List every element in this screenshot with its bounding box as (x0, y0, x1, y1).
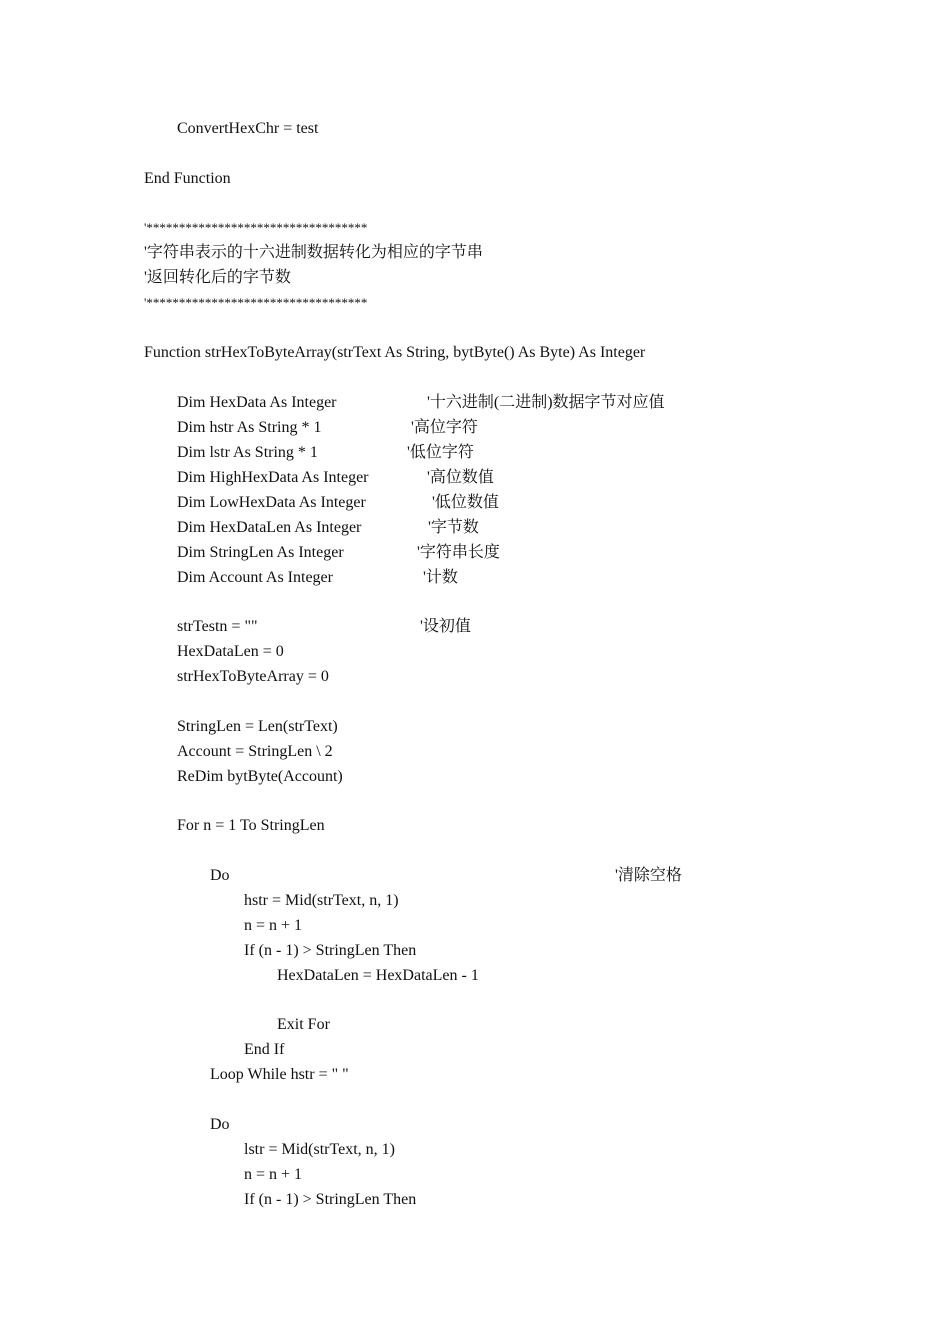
code-line: Dim hstr As String * 1 (177, 419, 322, 436)
code-line: hstr = Mid(strText, n, 1) (244, 892, 399, 909)
code-line: Dim StringLen As Integer (177, 544, 344, 561)
code-line: For n = 1 To StringLen (177, 817, 325, 834)
code-line: ConvertHexChr = test (177, 120, 319, 137)
code-line: Account = StringLen \ 2 (177, 743, 333, 760)
comment-separator: '********************************** (144, 220, 368, 235)
code-line: StringLen = Len(strText) (177, 718, 338, 735)
code-line: Do (210, 1116, 230, 1133)
code-line: n = n + 1 (244, 917, 303, 934)
inline-comment: '低位数值 (432, 494, 499, 511)
inline-comment: '低位字符 (407, 444, 474, 461)
code-line: Do (210, 867, 230, 884)
inline-comment: '字节数 (428, 519, 479, 536)
code-line: HexDataLen = 0 (177, 643, 284, 660)
inline-comment: '高位数值 (427, 469, 494, 486)
code-line: If (n - 1) > StringLen Then (244, 942, 417, 959)
code-line: Dim HexDataLen As Integer (177, 519, 362, 536)
inline-comment: '高位字符 (411, 419, 478, 436)
inline-comment: '设初值 (420, 618, 471, 635)
code-line: End If (244, 1041, 285, 1058)
code-line: Dim HexData As Integer (177, 394, 337, 411)
comment-separator: '********************************** (144, 295, 368, 310)
inline-comment: '字符串长度 (417, 544, 500, 561)
code-line: Dim lstr As String * 1 (177, 444, 318, 461)
code-line: n = n + 1 (244, 1166, 303, 1183)
code-line: If (n - 1) > StringLen Then (244, 1191, 417, 1208)
code-line: Dim Account As Integer (177, 569, 333, 586)
code-line: strHexToByteArray = 0 (177, 668, 329, 685)
function-declaration: Function strHexToByteArray(strText As String, bytByte() As Byte) As Integer (144, 344, 646, 361)
code-line: Loop While hstr = " " (210, 1066, 349, 1083)
code-line: strTestn = "" (177, 618, 258, 635)
code-line: HexDataLen = HexDataLen - 1 (277, 967, 479, 984)
code-line: Dim LowHexData As Integer (177, 494, 366, 511)
code-line: lstr = Mid(strText, n, 1) (244, 1141, 395, 1158)
inline-comment: '清除空格 (615, 867, 682, 884)
code-line: End Function (144, 170, 231, 187)
code-line: Dim HighHexData As Integer (177, 469, 369, 486)
code-line: Exit For (277, 1016, 330, 1033)
inline-comment: '计数 (423, 569, 458, 586)
comment-line: '返回转化后的字节数 (144, 269, 291, 286)
code-line: ReDim bytByte(Account) (177, 768, 343, 785)
inline-comment: '十六进制(二进制)数据字节对应值 (427, 394, 665, 411)
comment-line: '字符串表示的十六进制数据转化为相应的字节串 (144, 244, 483, 261)
